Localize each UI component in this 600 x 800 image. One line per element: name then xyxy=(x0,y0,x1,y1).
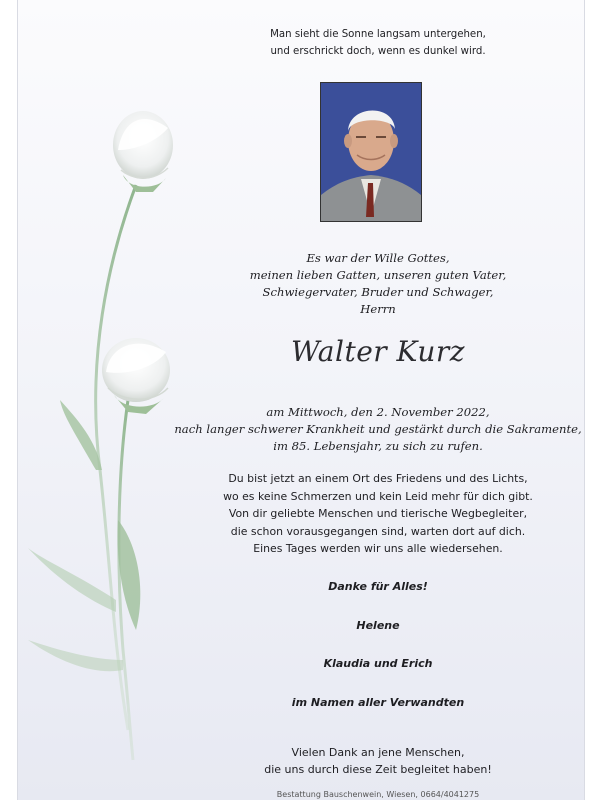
closing-thanks xyxy=(168,744,585,778)
motto-line: und erschrickt doch, wenn es dunkel wird. xyxy=(270,46,486,57)
thanks-all: Danke für Alles! xyxy=(328,580,428,593)
signature-wife: Helene xyxy=(356,619,400,632)
memorial-verse xyxy=(168,470,585,558)
death-line: nach langer schwerer Krankheit und gestärkt durch die Sakramente, xyxy=(174,422,582,436)
verse-line: Von dir geliebte Menschen und tierische Wegbegleiter, xyxy=(228,507,528,520)
intro-line: Es war der Wille Gottes, xyxy=(306,251,450,265)
motto-line: Man sieht die Sonne langsam untergehen, xyxy=(270,29,486,40)
death-notice xyxy=(168,404,585,455)
verse-line: Eines Tages werden wir uns alle wiedersehen. xyxy=(253,542,503,555)
intro-line: Herrn xyxy=(360,302,396,316)
intro-text xyxy=(168,250,585,318)
verse-line: wo es keine Schmerzen und kein Leid mehr für dich gibt. xyxy=(223,489,533,503)
signature-relatives: im Namen aller Verwandten xyxy=(291,696,465,709)
signature-children: Klaudia und Erich xyxy=(323,657,433,670)
closing-line: Vielen Dank an jene Menschen, xyxy=(291,746,465,759)
obituary-card xyxy=(17,0,585,800)
death-line: im 85. Lebensjahr, zu sich zu rufen. xyxy=(273,439,483,453)
deceased-name: Walter Kurz xyxy=(290,335,466,368)
death-line: am Mittwoch, den 2. November 2022, xyxy=(266,405,490,419)
motto xyxy=(168,26,585,60)
intro-line: Schwiegervater, Bruder und Schwager, xyxy=(262,285,494,299)
white-roses-icon xyxy=(18,0,218,800)
intro-line: meinen lieben Gatten, unseren guten Vater, xyxy=(249,268,507,282)
verse-line: die schon vorausgegangen sind, warten dort auf dich. xyxy=(230,524,526,538)
closing-line: die uns durch diese Zeit begleitet haben! xyxy=(264,763,492,776)
portrait-photo-icon xyxy=(320,82,422,222)
verse-line: Du bist jetzt an einem Ort des Friedens und des Lichts, xyxy=(228,472,528,485)
funeral-home-footer: Bestattung Bauschenwein, Wiesen, 0664/4041275 xyxy=(276,790,480,799)
